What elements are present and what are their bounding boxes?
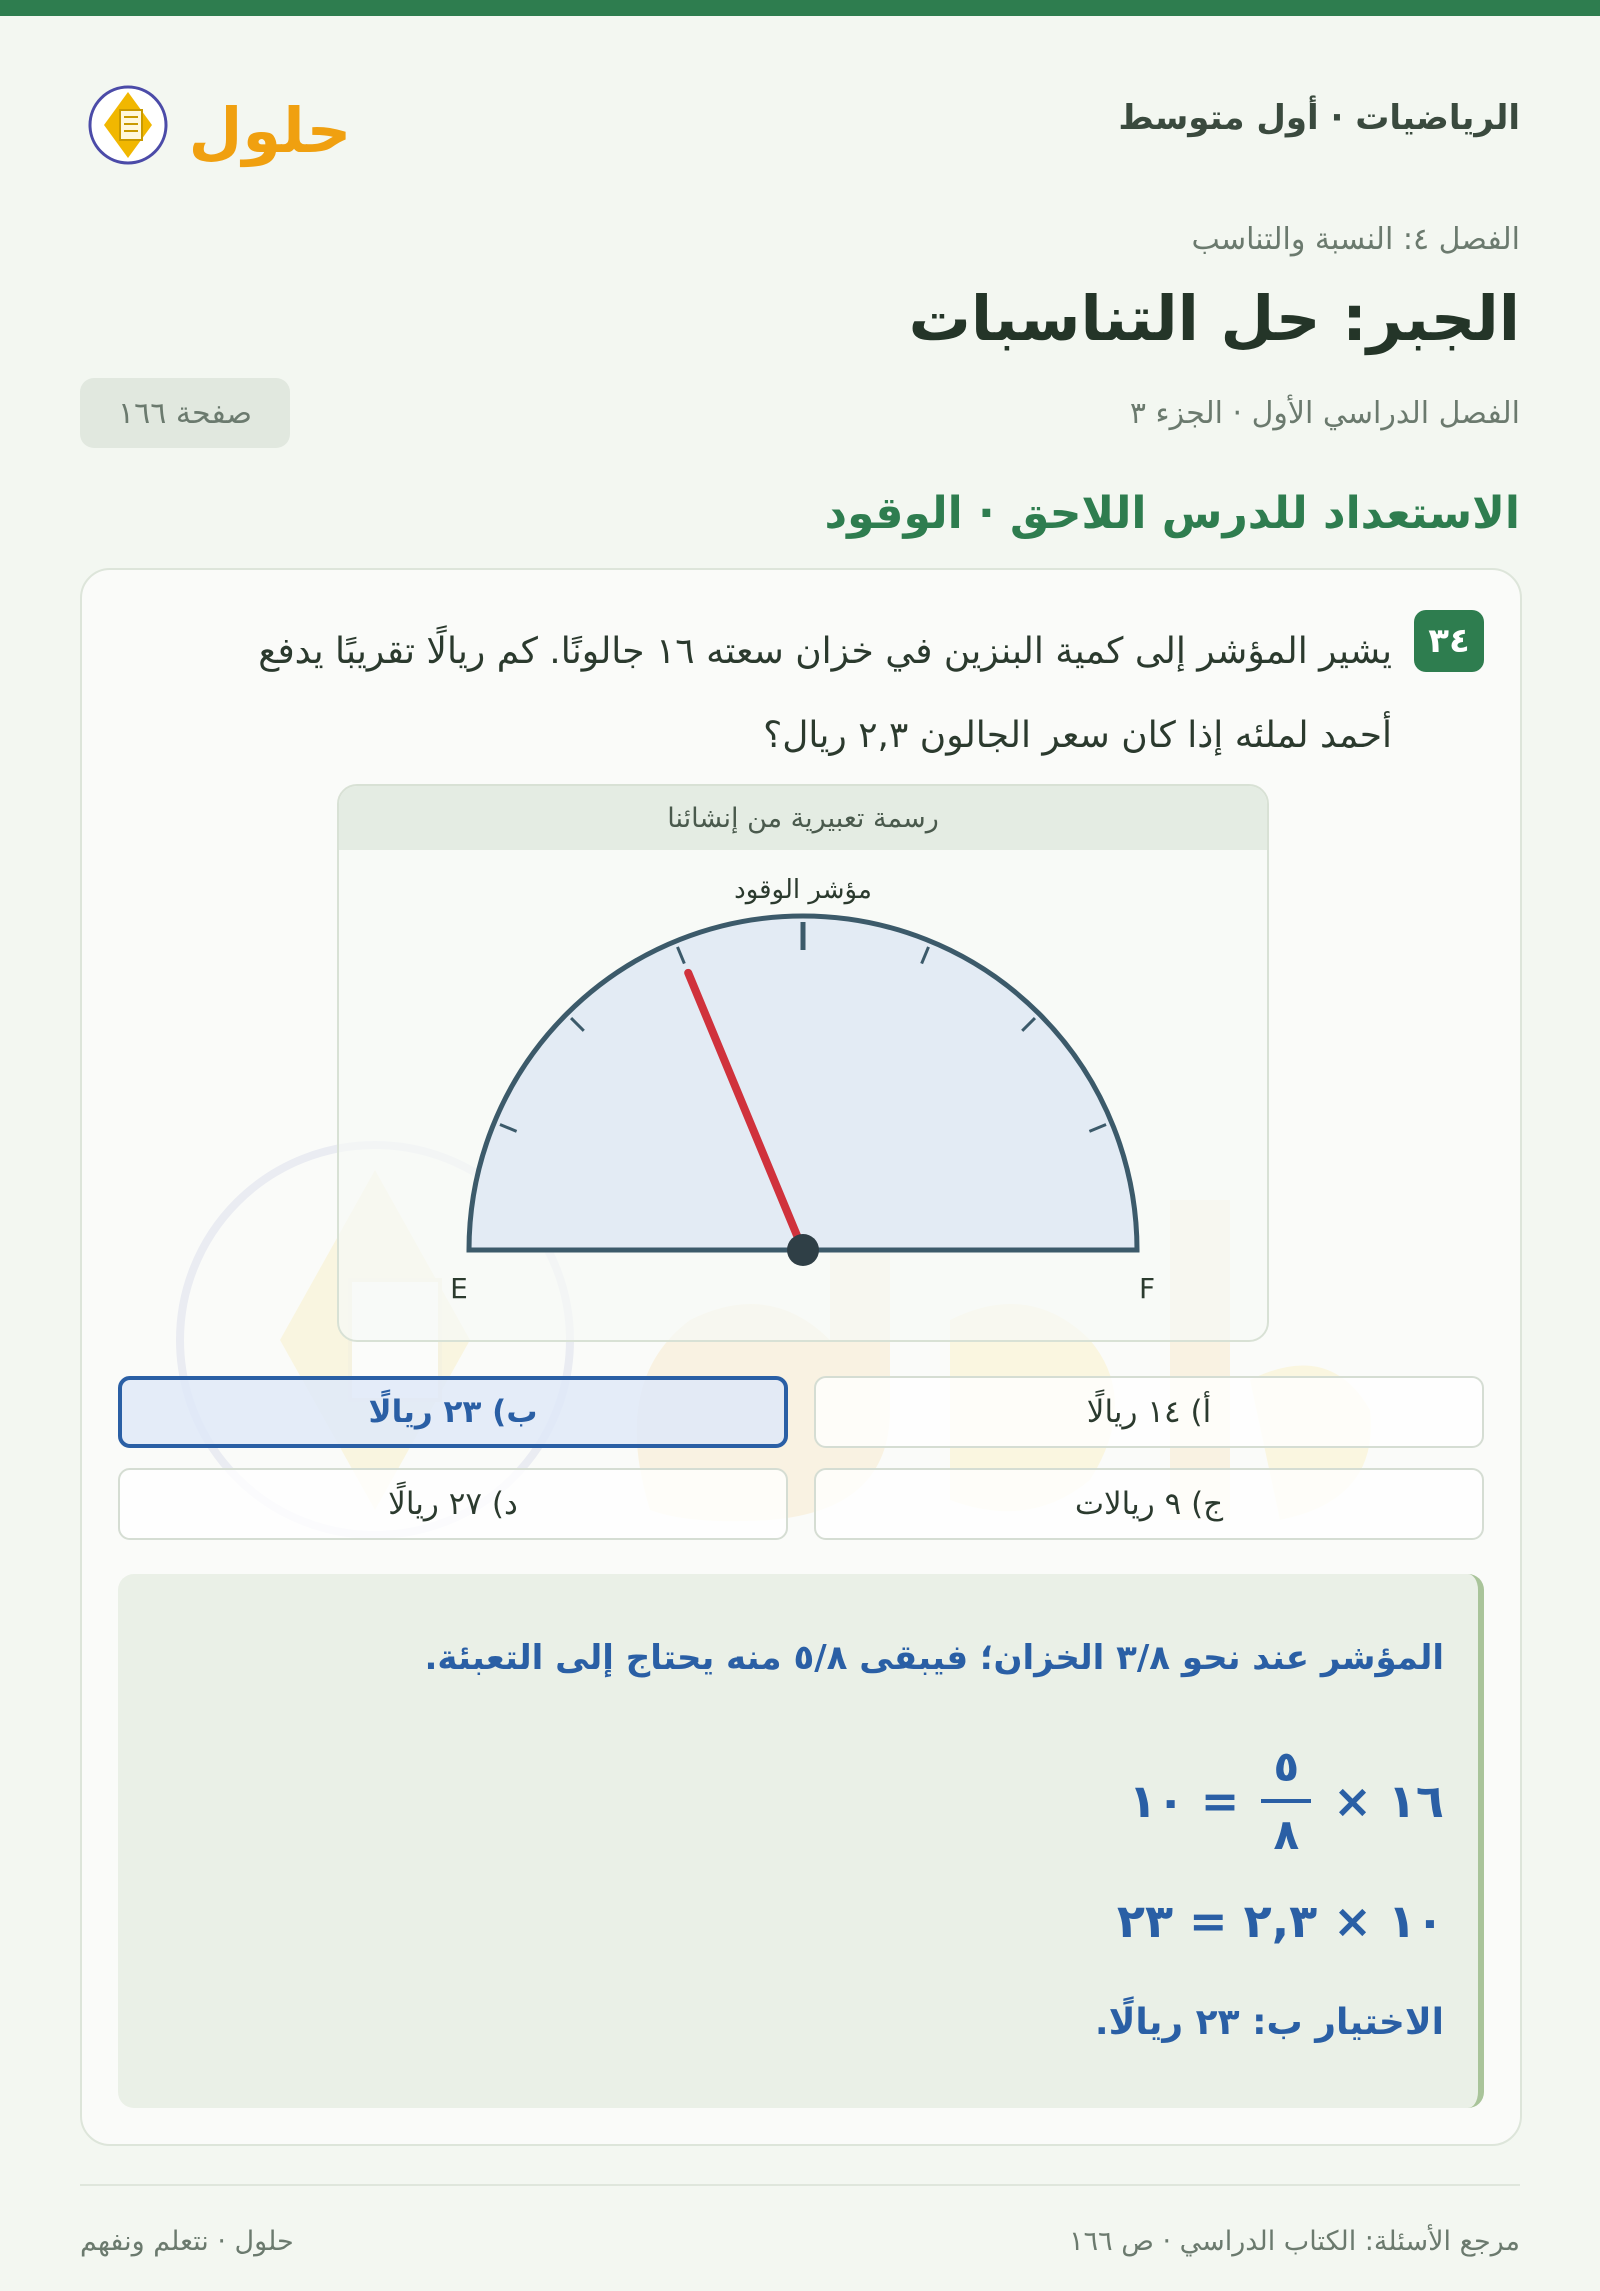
gauge-label-full: F bbox=[1138, 1272, 1156, 1305]
section-title: الاستعداد للدرس اللاحق · الوقود bbox=[824, 488, 1520, 539]
footer-reference: مرجع الأسئلة: الكتاب الدراسي · ص ١٦٦ bbox=[1069, 2226, 1520, 2257]
option-a[interactable]: أ) ١٤ ريالًا bbox=[814, 1376, 1484, 1448]
footer-brand: حلول · نتعلم ونفهم bbox=[80, 2226, 294, 2257]
option-b[interactable]: ب) ٢٣ ريالًا bbox=[118, 1376, 788, 1448]
option-c[interactable]: ج) ٩ ريالات bbox=[814, 1468, 1484, 1540]
figure-caption: رسمة تعبيرية من إنشائنا bbox=[339, 786, 1267, 850]
subject-label: الرياضيات · أول متوسط bbox=[1118, 98, 1520, 138]
eq1-right: = ١٠ bbox=[1128, 1774, 1240, 1828]
fuel-gauge-figure bbox=[337, 784, 1269, 1342]
lesson-title: الجبر: حل التناسبات bbox=[908, 282, 1520, 355]
question-card bbox=[80, 568, 1522, 2146]
solution-equation-1 bbox=[1129, 1736, 1444, 1866]
solution-explanation: المؤشر عند نحو ٣/٨ الخزان؛ فيبقى ٥/٨ منه يحتاج إلى التعبئة. bbox=[424, 1638, 1444, 1678]
eq1-denominator: ٨ bbox=[1273, 1810, 1300, 1859]
answer-options bbox=[118, 1376, 1484, 1542]
hulul-logo bbox=[80, 70, 380, 180]
fraction-bar bbox=[1261, 1799, 1311, 1803]
solution-final-answer: الاختيار ب: ٢٣ ريالًا. bbox=[1094, 2002, 1444, 2043]
question-text: يشير المؤشر إلى كمية البنزين في خزان سعته ١٦ جالونًا. كم ريالًا تقريبًا يدفع أحمد لملئه إذا كان سعر الجالون ٢,٣ ريال؟ bbox=[258, 631, 1392, 756]
gauge-hub bbox=[787, 1234, 819, 1266]
gauge-title: مؤشر الوقود bbox=[734, 875, 872, 905]
fuel-gauge bbox=[339, 850, 1267, 1340]
eq1-numerator: ٥ bbox=[1273, 1742, 1300, 1791]
eq1-fraction bbox=[1261, 1741, 1311, 1861]
option-d[interactable]: د) ٢٧ ريالًا bbox=[118, 1468, 788, 1540]
top-accent-bar bbox=[0, 0, 1600, 16]
gauge-dial bbox=[469, 916, 1137, 1250]
page-footer bbox=[80, 2184, 1520, 2266]
logo-text: حلول bbox=[188, 94, 352, 167]
gauge-label-empty: E bbox=[450, 1272, 468, 1305]
solution-equation-2: ١٠ × ٢,٣ = ٢٣ bbox=[1116, 1894, 1444, 1948]
page-header bbox=[80, 70, 1520, 180]
page-number-badge: صفحة ١٦٦ bbox=[80, 378, 290, 448]
question-number-badge: ٣٤ bbox=[1414, 610, 1484, 672]
solution-box bbox=[118, 1574, 1484, 2108]
eq1-left: ١٦ × bbox=[1333, 1774, 1444, 1828]
chapter-label: الفصل ٤: النسبة والتناسب bbox=[1191, 222, 1520, 257]
term-label: الفصل الدراسي الأول · الجزء ٣ bbox=[1129, 396, 1520, 431]
